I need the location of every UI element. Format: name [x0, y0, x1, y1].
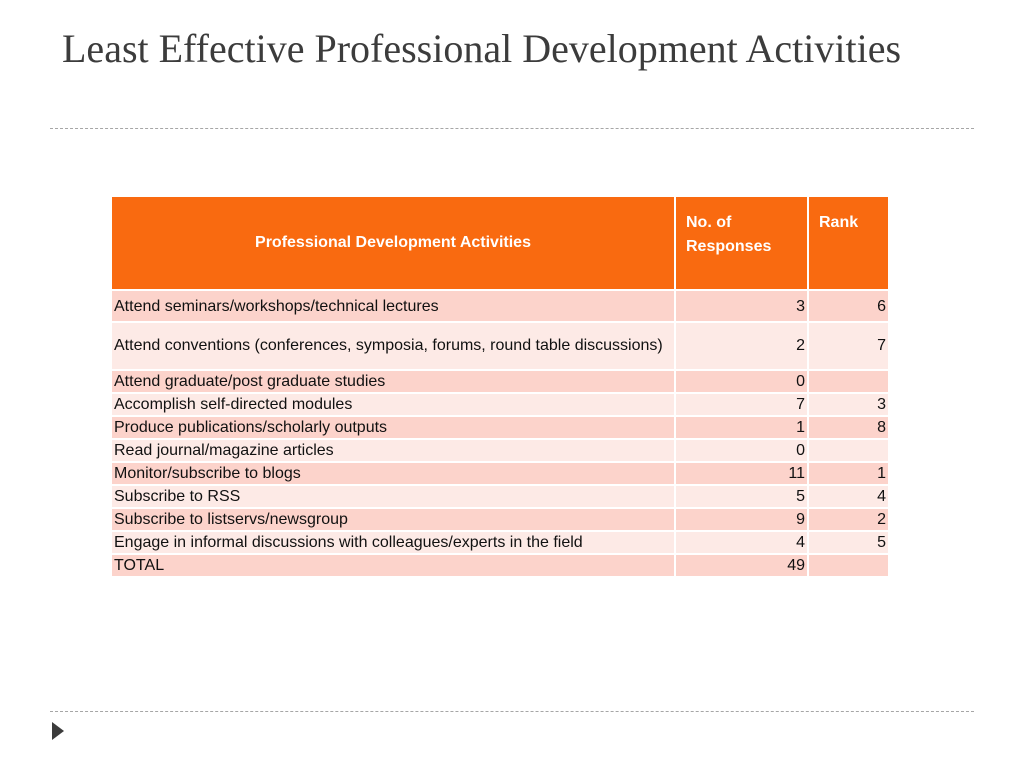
activity-cell: Monitor/subscribe to blogs: [111, 462, 675, 485]
activities-table: [110, 195, 890, 578]
rank-cell: 6: [808, 290, 889, 322]
responses-cell: 7: [675, 393, 808, 416]
rank-cell: [808, 439, 889, 462]
header-activities: Professional Development Activities: [111, 196, 675, 290]
table-row: [111, 416, 889, 439]
table-row: [111, 462, 889, 485]
responses-cell: 3: [675, 290, 808, 322]
activity-cell: Attend seminars/workshops/technical lectures: [111, 290, 675, 322]
activity-cell: Read journal/magazine articles: [111, 439, 675, 462]
activity-cell: Attend graduate/post graduate studies: [111, 370, 675, 393]
table-row: [111, 393, 889, 416]
table-header-row: [111, 196, 889, 290]
total-rank-cell: [808, 554, 889, 577]
table-row: [111, 322, 889, 370]
responses-cell: 4: [675, 531, 808, 554]
responses-cell: 5: [675, 485, 808, 508]
responses-cell: 0: [675, 439, 808, 462]
activity-cell: Produce publications/scholarly outputs: [111, 416, 675, 439]
bottom-divider: [50, 711, 974, 712]
table-row: [111, 290, 889, 322]
responses-cell: 9: [675, 508, 808, 531]
rank-cell: 7: [808, 322, 889, 370]
header-responses: No. of Responses: [675, 196, 808, 290]
rank-cell: 2: [808, 508, 889, 531]
total-responses-cell: 49: [675, 554, 808, 577]
activity-cell: Subscribe to listservs/newsgroup: [111, 508, 675, 531]
responses-cell: 1: [675, 416, 808, 439]
table-row: [111, 485, 889, 508]
responses-cell: 11: [675, 462, 808, 485]
slide-title: Least Effective Professional Development Activities: [62, 26, 902, 71]
rank-cell: 1: [808, 462, 889, 485]
activity-cell: Accomplish self-directed modules: [111, 393, 675, 416]
header-rank: Rank: [808, 196, 889, 290]
rank-cell: 4: [808, 485, 889, 508]
activity-cell: Subscribe to RSS: [111, 485, 675, 508]
rank-cell: [808, 370, 889, 393]
total-row: [111, 554, 889, 577]
rank-cell: 3: [808, 393, 889, 416]
table-row: [111, 439, 889, 462]
triangle-bullet-icon: [52, 722, 64, 740]
table-row: [111, 370, 889, 393]
table-row: [111, 508, 889, 531]
total-label-cell: TOTAL: [111, 554, 675, 577]
responses-cell: 0: [675, 370, 808, 393]
responses-cell: 2: [675, 322, 808, 370]
top-divider: [50, 128, 974, 129]
rank-cell: 5: [808, 531, 889, 554]
activity-cell: Engage in informal discussions with colleagues/experts in the field: [111, 531, 675, 554]
table-row: [111, 531, 889, 554]
activity-cell: Attend conventions (conferences, symposia, forums, round table discussions): [111, 322, 675, 370]
rank-cell: 8: [808, 416, 889, 439]
